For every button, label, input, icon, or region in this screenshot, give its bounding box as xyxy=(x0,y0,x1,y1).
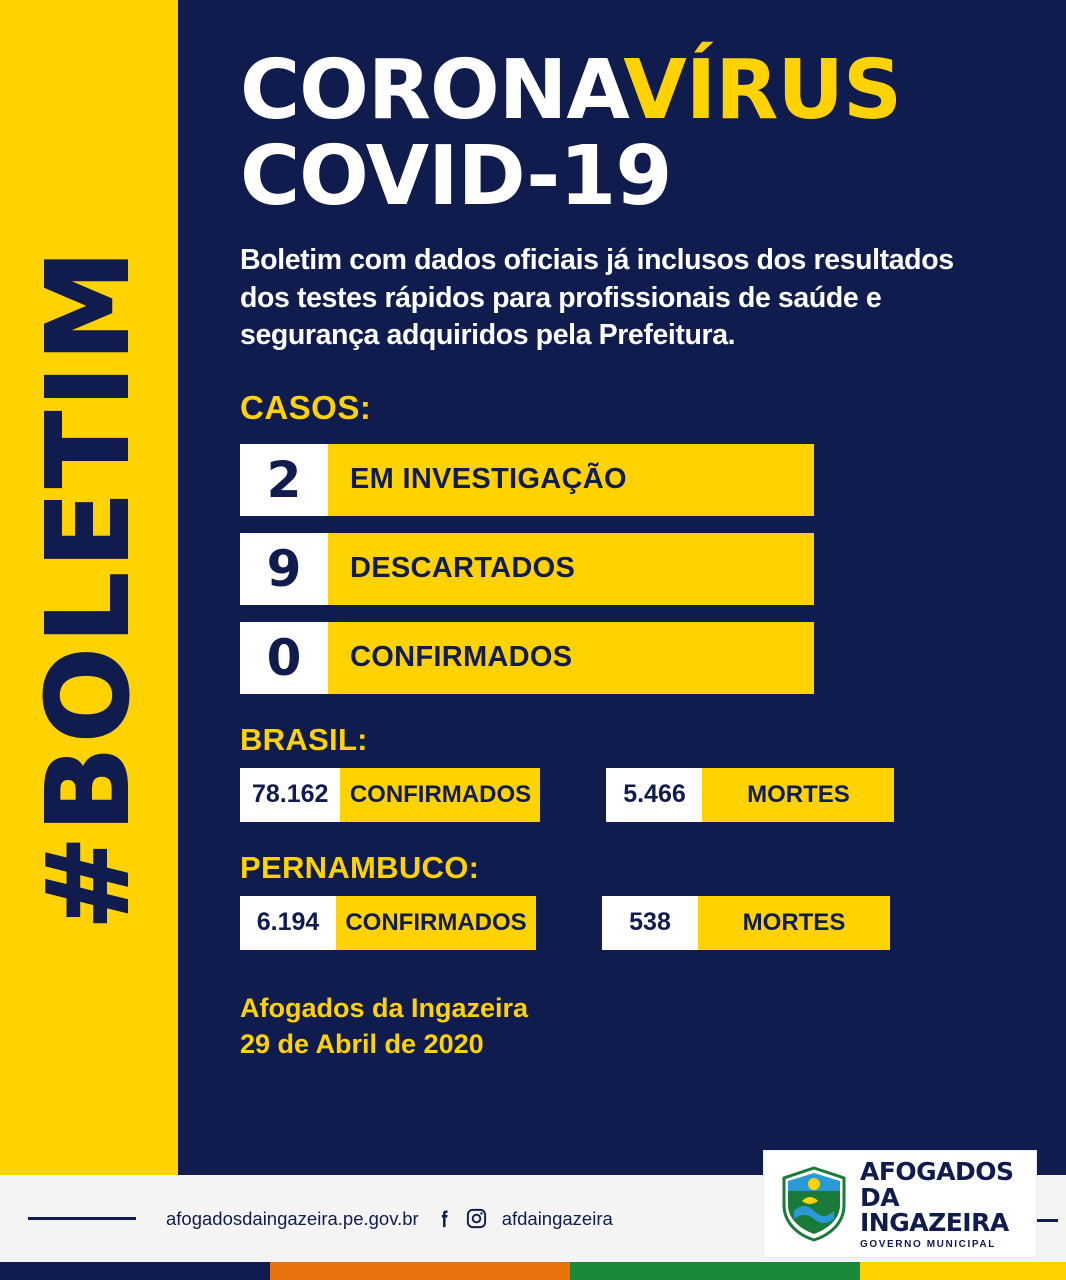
region-label-brasil: BRASIL: xyxy=(240,721,368,757)
city-logo xyxy=(764,1151,1036,1257)
instagram-icon[interactable] xyxy=(465,1207,488,1230)
social-handle[interactable]: afdaingazeira xyxy=(501,1207,613,1229)
case-label-confirmados: CONFIRMADOS xyxy=(328,622,814,694)
case-label-descartados: DESCARTADOS xyxy=(328,533,814,605)
pernambuco-confirmados-stat xyxy=(240,896,536,950)
brasil-mortes-stat xyxy=(606,768,894,822)
logo-line-1: AFOGADOS xyxy=(860,1156,1014,1186)
case-row-investigacao xyxy=(240,444,1006,516)
region-row-brasil xyxy=(240,768,1006,822)
facebook-icon[interactable] xyxy=(433,1207,456,1230)
case-row-confirmados xyxy=(240,622,1006,694)
logo-line-3: GOVERNO MUNICIPAL xyxy=(860,1238,996,1250)
strip-green xyxy=(570,1262,860,1280)
case-value-descartados: 9 xyxy=(240,533,328,605)
case-row-descartados xyxy=(240,533,1006,605)
logo-text xyxy=(860,1156,1022,1250)
spacer xyxy=(536,896,602,950)
intro-text: Boletim com dados oficiais já inclusos dos resultados dos testes rápidos para profissionais de saúde e segurança adquiridos pela Prefeitura. xyxy=(240,243,954,352)
divider-left xyxy=(28,1217,136,1220)
sidebar-hashtag: #BOLETIM xyxy=(24,245,154,930)
brasil-mortes-label: MORTES xyxy=(702,768,894,822)
city-name: Afogados da Ingazeira xyxy=(240,992,529,1023)
page-subtitle-covid: COVID-19 xyxy=(240,128,672,224)
title-part-corona: CORONA xyxy=(240,43,624,138)
strip-navy xyxy=(0,1262,270,1280)
brasil-confirmados-value: 78.162 xyxy=(240,768,340,822)
pernambuco-confirmados-value: 6.194 xyxy=(240,896,336,950)
pernambuco-mortes-stat xyxy=(602,896,890,950)
social-icons xyxy=(433,1207,488,1230)
logo-line-2: DA INGAZEIRA xyxy=(860,1182,1009,1237)
pernambuco-mortes-value: 538 xyxy=(602,896,698,950)
pernambuco-mortes-label: MORTES xyxy=(698,896,890,950)
footer-links xyxy=(166,1207,613,1230)
website-link[interactable]: afogadosdaingazeira.pe.gov.br xyxy=(166,1207,419,1229)
page-title xyxy=(240,43,1006,138)
color-strip xyxy=(0,1262,1066,1280)
region-row-pernambuco xyxy=(240,896,1006,950)
main-content xyxy=(178,0,1066,1175)
brasil-confirmados-stat xyxy=(240,768,540,822)
brasil-mortes-value: 5.466 xyxy=(606,768,702,822)
case-value-investigacao: 2 xyxy=(240,444,328,516)
cases-section-label: CASOS: xyxy=(240,388,372,426)
coat-of-arms-icon xyxy=(778,1165,850,1243)
report-date: 29 de Abril de 2020 xyxy=(240,1029,484,1060)
strip-orange xyxy=(270,1262,570,1280)
pernambuco-confirmados-label: CONFIRMADOS xyxy=(336,896,536,950)
region-label-pernambuco: PERNAMBUCO: xyxy=(240,849,480,885)
case-value-confirmados: 0 xyxy=(240,622,328,694)
case-label-investigacao: EM INVESTIGAÇÃO xyxy=(328,444,814,516)
brasil-confirmados-label: CONFIRMADOS xyxy=(340,768,540,822)
sidebar-band xyxy=(0,0,178,1175)
title-part-virus: VÍRUS xyxy=(623,43,902,138)
strip-yellow xyxy=(860,1262,1066,1280)
spacer xyxy=(540,768,606,822)
location-date xyxy=(240,990,1006,1063)
